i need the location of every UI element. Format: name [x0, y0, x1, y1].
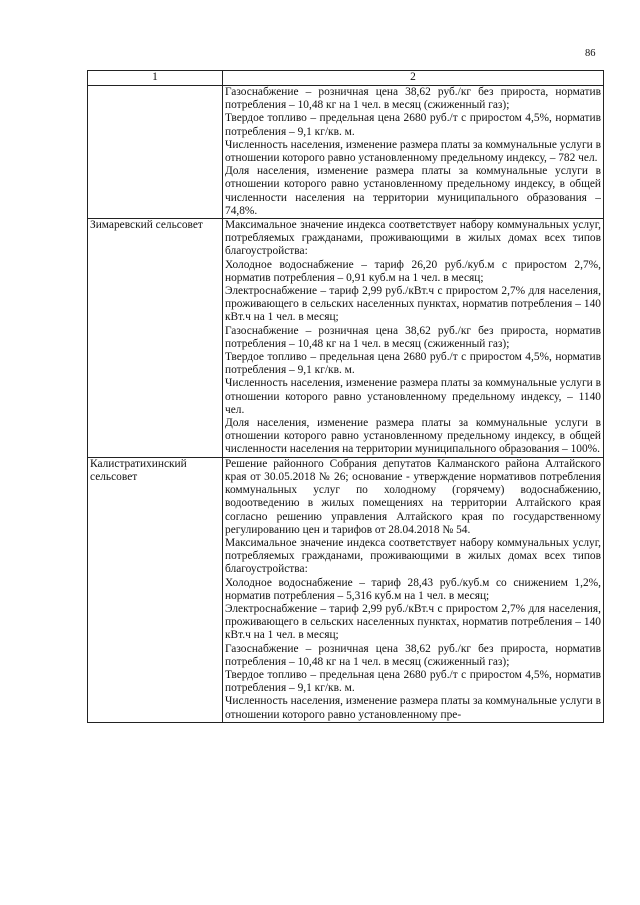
paragraph: Решение районного Собрания депутатов Калманского района Алтайского края от 30.05.2018 № 26; основание - утверждение нормативов потребления коммунальных услуг по холодному (горячему) водоснабжению, водоотведению в жилых помещениях на территории Алтайского края согласно решению управления Алтайского края по государственному регулированию цен и тарифов от 28.04.2018 № 54.: [225, 457, 601, 536]
table-row: [88, 219, 604, 458]
paragraph: Холодное водоснабжение – тариф 26,20 руб./куб.м с приростом 2,7%, норматив потребления – 0,91 куб.м на 1 чел. в месяц;: [225, 258, 601, 284]
row-description: [223, 457, 604, 722]
paragraph: Максимальное значение индекса соответствует набору коммунальных услуг, потребляемых гражданами, проживающими в жилых домах всех типов благоустройства:: [225, 219, 601, 258]
paragraph: Численность населения, изменение размера платы за коммунальные услуги в отношении которого равно установленному пре-: [225, 695, 601, 721]
municipality-name: Зимаревский сельсовет: [88, 219, 223, 458]
tariff-table: [87, 70, 604, 723]
paragraph: Холодное водоснабжение – тариф 28,43 руб./куб.м со снижением 1,2%, норматив потребления – 5,316 куб.м на 1 чел. в месяц;: [225, 576, 601, 602]
paragraph: Численность населения, изменение размера платы за коммунальные услуги в отношении которого равно установленному предельному индексу, – 1140 чел.: [225, 377, 601, 416]
paragraph: Газоснабжение – розничная цена 38,62 руб./кг без прироста, норматив потребления – 10,48 кг на 1 чел. в месяц (сжиженный газ);: [225, 324, 601, 350]
table-row: [88, 457, 604, 722]
paragraph: Твердое топливо – предельная цена 2680 руб./т с приростом 4,5%, норматив потребления – 9,1 кг/кв. м.: [225, 112, 601, 138]
paragraph: Твердое топливо – предельная цена 2680 руб./т с приростом 4,5%, норматив потребления – 9,1 кг/кв. м.: [225, 351, 601, 377]
table-header-row: [88, 71, 604, 86]
paragraph: Твердое топливо – предельная цена 2680 руб./т с приростом 4,5%, норматив потребления – 9,1 кг/кв. м.: [225, 668, 601, 695]
paragraph: Численность населения, изменение размера платы за коммунальные услуги в отношении которого равно установленному предельному индексу, – 782 чел.: [225, 138, 601, 165]
paragraph: Газоснабжение – розничная цена 38,62 руб./кг без прироста, норматив потребления – 10,48 кг на 1 чел. в месяц (сжиженный газ);: [225, 642, 601, 668]
municipality-name: [88, 86, 223, 219]
column-header-1: 1: [88, 71, 223, 86]
column-header-2: 2: [223, 71, 604, 86]
table-row: [88, 86, 604, 219]
row-description: [223, 86, 604, 219]
paragraph: Газоснабжение – розничная цена 38,62 руб./кг без прироста, норматив потребления – 10,48 кг на 1 чел. в месяц (сжиженный газ);: [225, 86, 601, 112]
page-number: 86: [585, 48, 596, 59]
paragraph: Доля населения, изменение размера платы за коммунальные услуги в отношении которого равно установленному предельному индексу, в общей численности населения на территории муниципального образования – 74,8%.: [225, 165, 601, 217]
paragraph: Электроснабжение – тариф 2,99 руб./кВт.ч с приростом 2,7% для населения, проживающего в сельских населенных пунктах, норматив потребления – 140 кВт.ч на 1 чел. в месяц;: [225, 602, 601, 642]
paragraph: Доля населения, изменение размера платы за коммунальные услуги в отношении которого равно установленному предельному индексу, в общей численности населения на территории муниципального образования – 100%.: [225, 417, 601, 456]
paragraph: Максимальное значение индекса соответствует набору коммунальных услуг, потребляемых гражданами, проживающими в жилых домах всех типов благоустройства:: [225, 536, 601, 576]
paragraph: Электроснабжение – тариф 2,99 руб./кВт.ч с приростом 2,7% для населения, проживающего в сельских населенных пунктах, норматив потребления – 140 кВт.ч на 1 чел. в месяц;: [225, 285, 601, 324]
municipality-name: Калистратихинский сельсовет: [88, 457, 223, 722]
row-description: [223, 219, 604, 458]
